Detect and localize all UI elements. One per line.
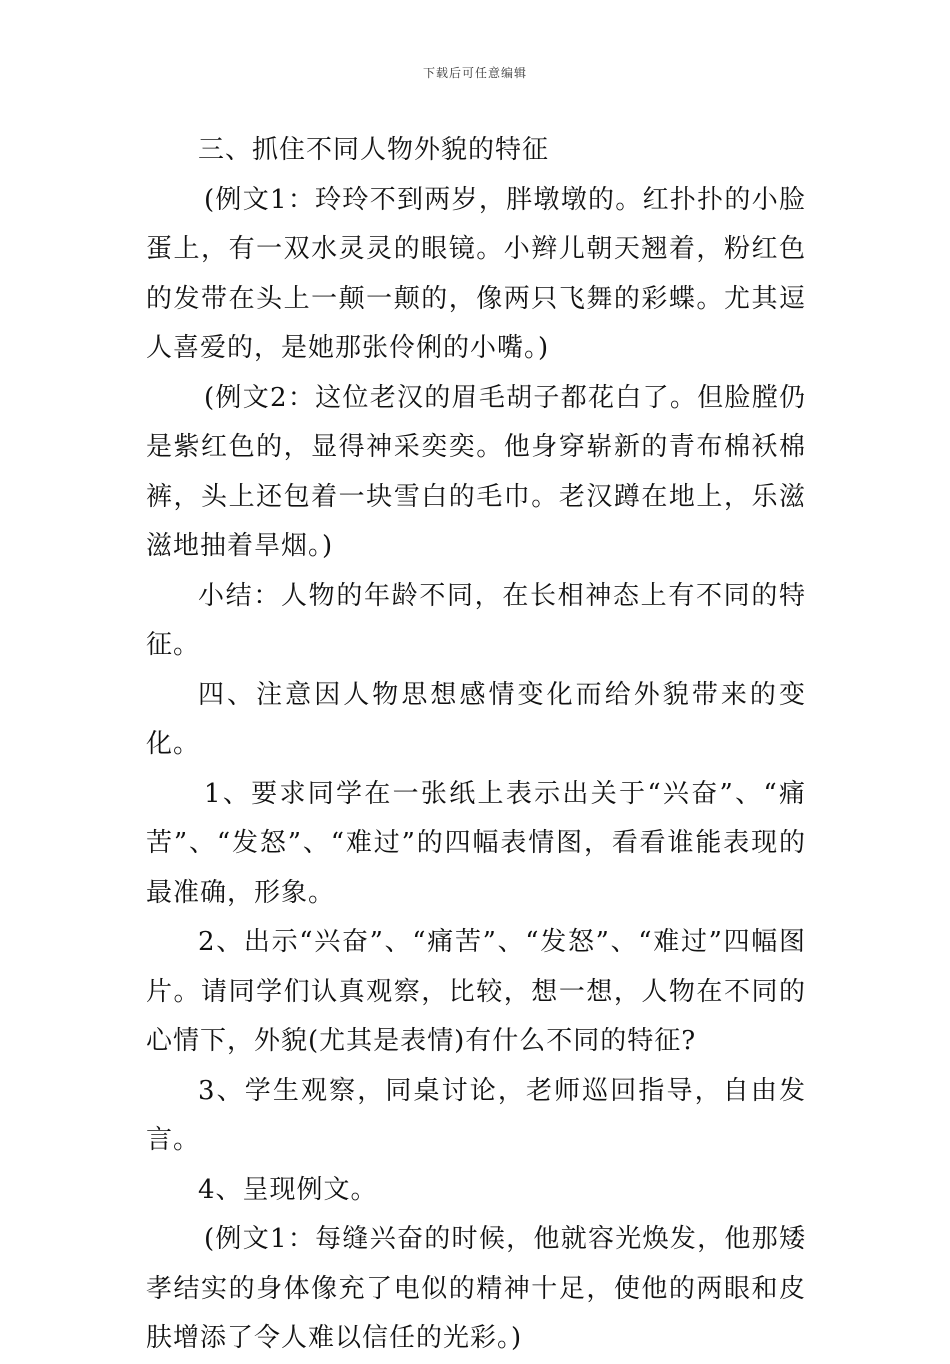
list-item: 2、出示“兴奋”、“痛苦”、“发怒”、“难过”四幅图片。请同学们认真观察，比较，想一想，人物在不同的心情下，外貌(尤其是表情)有什么不同的特征? <box>146 927 806 1056</box>
summary-paragraph: 小结：人物的年龄不同，在长相神态上有不同的特征。 <box>146 580 806 660</box>
example-paragraph: (例文1：每缝兴奋的时候，他就容光焕发，他那矮孝结实的身体像充了电似的精神十足，使他的两眼和皮肤增添了令人难以信任的光彩。) <box>146 1224 806 1353</box>
list-item: 1、要求同学在一张纸上表示出关于“兴奋”、“痛苦”、“发怒”、“难过”的四幅表情图，看看谁能表现的最准确，形象。 <box>146 778 806 908</box>
example-paragraph: (例文1：玲玲不到两岁，胖墩墩的。红扑扑的小脸蛋上，有一双水灵灵的眼镜。小辫儿朝天翘着，粉红色的发带在头上一颠一颠的，像两只飞舞的彩蝶。尤其逗人喜爱的，是她那张伶俐的小嘴。) <box>146 184 806 363</box>
document-body <box>146 126 806 1364</box>
example-paragraph: (例文2：这位老汉的眉毛胡子都花白了。但脸膛仍是紫红色的，显得神采奕奕。他身穿崭新的青布棉袄棉裤，头上还包着一块雪白的毛巾。老汉蹲在地上，乐滋滋地抽着旱烟。) <box>146 382 806 561</box>
section-heading: 四、注意因人物思想感情变化而给外貌带来的变化。 <box>146 679 806 759</box>
list-item: 4、呈现例文。 <box>198 1174 378 1205</box>
list-item: 3、学生观察，同桌讨论，老师巡回指导，自由发言。 <box>146 1075 806 1155</box>
page-header: 下载后可任意编辑 <box>422 66 527 80</box>
section-heading: 三、抓住不同人物外貌的特征 <box>198 135 550 165</box>
